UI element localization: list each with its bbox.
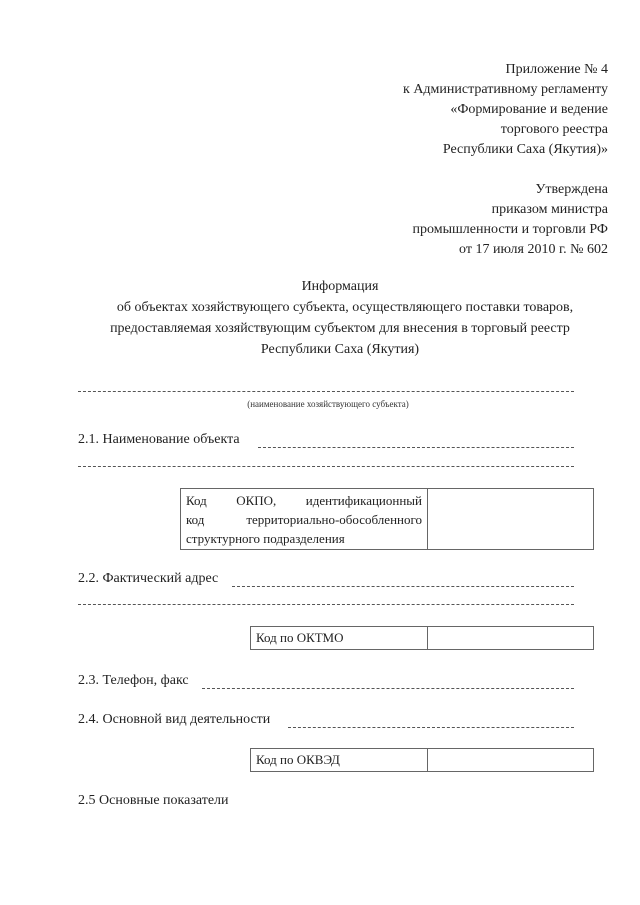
actual-address-line-2[interactable]: [78, 604, 574, 605]
subject-name-caption: (наименование хозяйствующего субъекта): [247, 399, 409, 409]
object-name-line-2[interactable]: [78, 466, 574, 467]
document-title: [60, 276, 620, 360]
approval-line: от 17 июля 2010 г. № 602: [459, 242, 608, 257]
okpo-label-line: структурного подразделения: [186, 531, 345, 546]
okved-code-label: Код по ОКВЭД: [251, 749, 428, 771]
title-line: Информация: [301, 279, 379, 294]
title-line: об объектах хозяйствующего субъекта, осуществляющего поставки товаров,: [116, 300, 574, 315]
okved-code-box: [250, 748, 594, 772]
approval-line: промышленности и торговли РФ: [412, 222, 608, 237]
appendix-header: [403, 60, 608, 160]
object-name-line[interactable]: [258, 447, 574, 448]
main-activity-line[interactable]: [288, 727, 574, 728]
actual-address-line[interactable]: [232, 586, 574, 587]
phone-fax-line[interactable]: [202, 688, 574, 689]
appendix-line: «Формирование и ведение: [450, 102, 608, 117]
okpo-code-label: [181, 489, 428, 549]
approval-line: приказом министра: [491, 202, 608, 217]
title-line: Республики Саха (Якутия): [260, 342, 420, 357]
appendix-line: Республики Саха (Якутия)»: [442, 142, 608, 157]
appendix-line: торгового реестра: [500, 122, 608, 137]
oktmo-code-box: [250, 626, 594, 650]
main-activity-label: 2.4. Основной вид деятельности: [78, 712, 271, 727]
main-indicators-label: 2.5 Основные показатели: [78, 793, 229, 808]
phone-fax-label: 2.3. Телефон, факс: [78, 673, 189, 688]
oktmo-code-value[interactable]: [428, 627, 593, 649]
appendix-line: к Административному регламенту: [403, 82, 608, 97]
okpo-code-box: [180, 488, 594, 550]
subject-name-line[interactable]: [78, 391, 574, 392]
object-name-label: 2.1. Наименование объекта: [78, 432, 240, 447]
okpo-label-line: Код ОКПО, идентификационный: [186, 493, 422, 508]
oktmo-code-label: Код по ОКТМО: [251, 627, 428, 649]
title-line: предоставляемая хозяйствующим субъектом для внесения в торговый реестр: [110, 321, 570, 336]
approval-line: Утверждена: [535, 182, 608, 197]
okpo-label-line: код территориально-обособленного: [186, 512, 422, 527]
actual-address-label: 2.2. Фактический адрес: [78, 571, 219, 586]
okpo-code-value[interactable]: [428, 489, 593, 549]
approval-header: [413, 180, 608, 260]
okved-code-value[interactable]: [428, 749, 593, 771]
appendix-line: Приложение № 4: [505, 62, 608, 77]
